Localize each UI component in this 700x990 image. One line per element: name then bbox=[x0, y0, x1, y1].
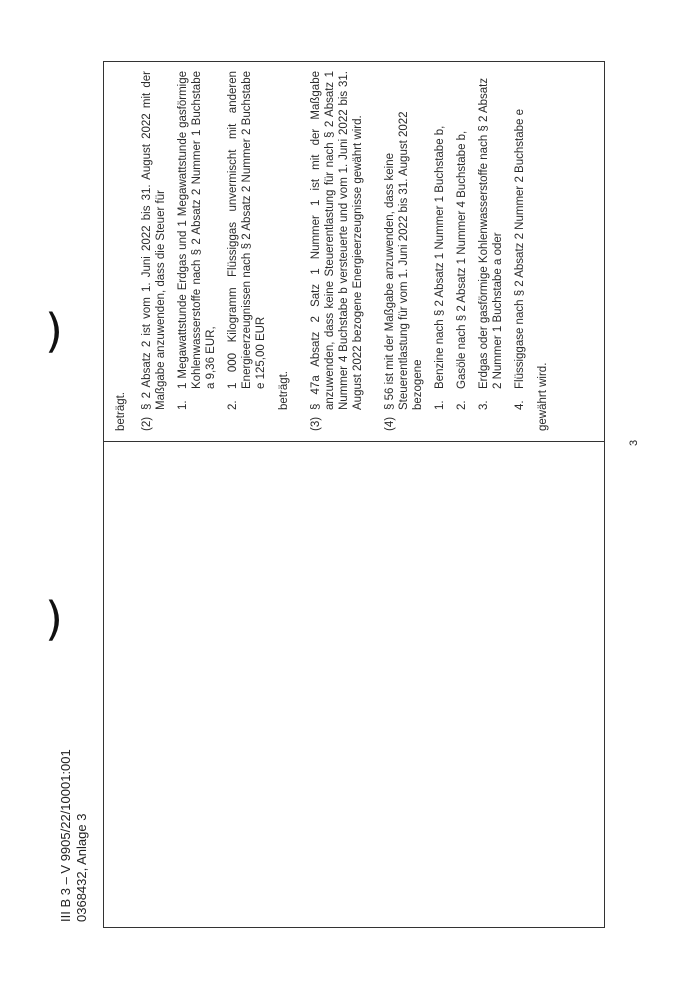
document-header bbox=[58, 749, 90, 922]
paragraph-text: § 56 ist mit der Maßgabe anzuwenden, dass keine Steuerentlastung für vom 1. Juni 2022 bis 31. August 2022 bezogene bbox=[384, 111, 424, 410]
list-item-text: Flüssiggase nach § 2 Absatz 2 Nummer 2 Buchstabe e bbox=[514, 109, 526, 389]
page-number: 3 bbox=[628, 439, 640, 446]
list-item bbox=[455, 71, 469, 410]
list-item-text: Erdgas oder gasförmige Kohlenwasserstoffe nach § 2 Absatz 2 Nummer 1 Buchstabe a oder bbox=[478, 77, 504, 389]
list-item-number: 1. bbox=[177, 400, 189, 410]
attachment-label: 0368432, Anlage 3 bbox=[74, 813, 89, 922]
paragraph-3 bbox=[309, 71, 365, 431]
list-item-number: 3. bbox=[478, 400, 490, 410]
list-item-number: 1. bbox=[434, 400, 446, 410]
paragraph-4 bbox=[383, 71, 550, 431]
paragraph-2 bbox=[140, 71, 291, 431]
column-divider bbox=[104, 441, 604, 442]
paragraph-closing: beträgt. bbox=[278, 371, 290, 410]
intro-text: beträgt. bbox=[115, 392, 127, 431]
list-item bbox=[477, 71, 505, 410]
list-item-text: 1 000 Kilogramm Flüssiggas unvermischt mit anderen Energieerzeugnissen nach § 2 Absatz 2 Nummer 2 Buchstabe e 125,00 EUR bbox=[227, 71, 267, 389]
paragraph-number: (2) bbox=[141, 416, 153, 431]
punch-hole-mark: ) bbox=[45, 304, 63, 359]
paragraph-text: § 47a Absatz 2 Satz 1 Nummer 1 ist mit der Maßgabe anzuwenden, dass keine Steuerentlastung für nach § 2 Absatz 1 Nummer 4 Buchstabe b versteuerte und vom 1. Juni 2022 bis 31. August 2022 bezogene Energieerzeugnisse gewährt wird. bbox=[310, 71, 364, 410]
reference-number: III B 3 – V 9905/22/10001:001 bbox=[58, 749, 73, 922]
punch-hole-mark: ) bbox=[45, 592, 63, 647]
list-item-number: 4. bbox=[514, 400, 526, 410]
list-item-number: 2. bbox=[456, 400, 468, 410]
right-column-content bbox=[114, 71, 550, 431]
paragraph-number: (4) bbox=[384, 416, 396, 431]
list-item bbox=[513, 71, 527, 410]
list-item bbox=[176, 71, 218, 410]
list-item bbox=[433, 71, 447, 410]
paragraph-number: (3) bbox=[310, 416, 322, 431]
paragraph-text: § 2 Absatz 2 ist vom 1. Juni 2022 bis 31. August 2022 mit der Maßgabe anzuwenden, dass die Steuer für bbox=[141, 71, 167, 410]
list-item-text: Benzine nach § 2 Absatz 1 Nummer 1 Buchstabe b, bbox=[434, 125, 446, 389]
list-item bbox=[226, 71, 268, 410]
list-item-number: 2. bbox=[227, 400, 239, 410]
two-column-table bbox=[103, 61, 640, 928]
list-item-text: Gasöle nach § 2 Absatz 1 Nummer 4 Buchstabe b, bbox=[456, 130, 468, 389]
paragraph-closing: gewährt wird. bbox=[537, 362, 549, 431]
list-item-text: 1 Megawattstunde Erdgas und 1 Megawattstunde gasförmige Kohlenwasserstoffe nach § 2 Absatz 2 Nummer 1 Buchstabe a 9,36 EUR, bbox=[177, 71, 217, 389]
